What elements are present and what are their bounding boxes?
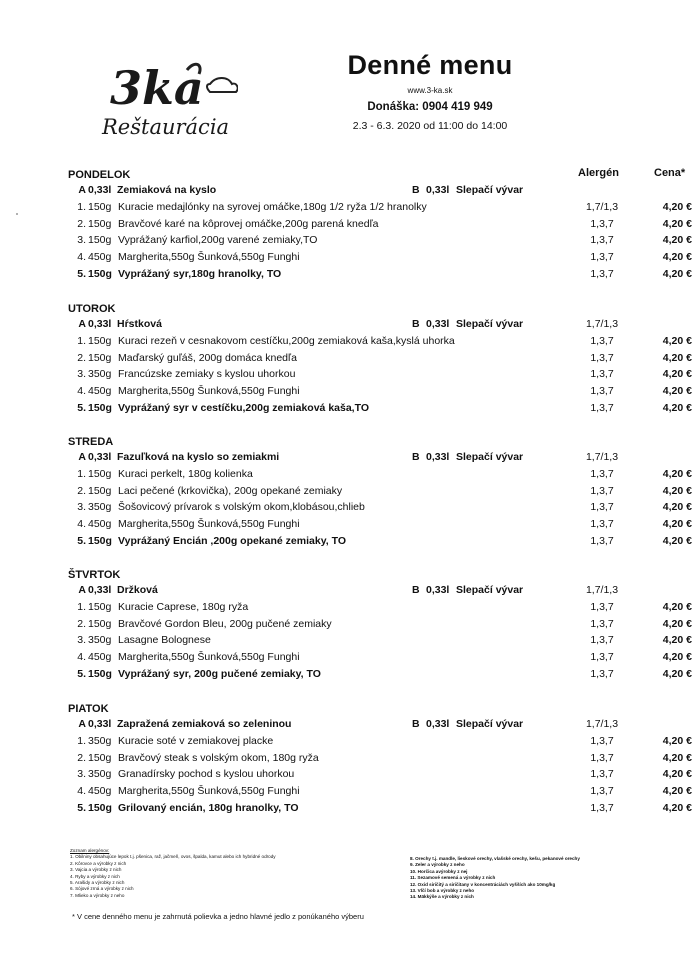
menu-item-row	[0, 768, 698, 784]
soup-row	[0, 718, 698, 734]
item-allergens: 1,3,7	[590, 785, 614, 798]
allergen-legend-item: 13. Vlčí bob a výrobky z neho	[410, 888, 475, 894]
item-allergens: 1,3,7	[590, 334, 614, 347]
soup-b-name: Slepačí vývar	[456, 718, 524, 730]
item-price: 4,20 €	[662, 501, 692, 514]
price-footnote: * V cene denného menu je zahrnutá polievka a jedno hlavné jedlo z ponúkaného výberu	[72, 912, 364, 921]
item-name: Grilovaný encián, 180g hranolky, TO	[118, 802, 299, 814]
soup-b-name: Slepačí vývar	[456, 584, 524, 596]
item-price: 4,20 €	[662, 651, 692, 664]
item-name: Kuracie Caprese, 180g ryža	[118, 600, 249, 613]
item-number: 4.	[77, 251, 86, 264]
menu-item-row	[0, 251, 698, 267]
menu-item-row	[0, 352, 698, 368]
item-allergens: 1,3,7	[590, 634, 614, 647]
menu-item-row	[0, 201, 698, 217]
item-number: 3.	[77, 234, 86, 247]
menu-item-row	[0, 335, 698, 351]
item-quantity: 350g	[88, 768, 112, 781]
soup-row	[0, 451, 698, 467]
item-price: 4,20 €	[662, 467, 692, 480]
allergen-legend-item: 11. Sezamové semená a výrobky z nich	[410, 875, 496, 881]
item-allergens: 1,3,7	[590, 385, 614, 398]
item-allergens: 1,3,7	[590, 501, 614, 514]
item-allergens: 1,3,7	[590, 467, 614, 480]
soup-b-label: B	[412, 718, 420, 730]
menu-item-row	[0, 535, 698, 551]
day-name: PIATOK	[68, 703, 109, 715]
soup-a-name: Fazuľková na kyslo so zemiakmi	[117, 451, 280, 463]
item-name: Šošovicový prívarok s volským okom,klobásou,chlieb	[118, 501, 365, 514]
soup-b-label: B	[412, 318, 420, 330]
item-price: 4,20 €	[662, 217, 692, 230]
item-quantity: 150g	[88, 668, 112, 680]
item-number: 4.	[77, 785, 86, 798]
item-quantity: 150g	[88, 334, 112, 347]
allergen-legend-item: 10. Horčica avýrobky z nej	[410, 868, 468, 874]
item-name: Margherita,550g Šunková,550g Funghi	[118, 651, 300, 664]
item-price: 4,20 €	[662, 734, 692, 747]
soup-a-label: A	[78, 184, 86, 196]
menu-item-row	[0, 785, 698, 801]
soup-b-qty: 0,33l	[426, 184, 450, 196]
soup-allergens: 1,7/1,3	[585, 718, 619, 730]
item-number: 2.	[77, 751, 86, 764]
item-quantity: 350g	[88, 368, 112, 381]
item-price: 4,20 €	[662, 634, 692, 647]
price-column-header: Cena*	[654, 167, 686, 179]
item-allergens: 1,3,7	[590, 751, 614, 764]
item-price: 4,20 €	[662, 484, 692, 497]
item-quantity: 350g	[88, 734, 112, 747]
item-allergens: 1,3,7	[590, 651, 614, 664]
item-price: 4,20 €	[662, 351, 692, 364]
menu-item-row	[0, 468, 698, 484]
soup-a-qty: 0,33l	[88, 718, 112, 730]
menu-item-row	[0, 268, 698, 284]
allergen-legend-item: 9. Zeler a výrobky z neho	[410, 862, 465, 868]
item-number: 1.	[77, 600, 86, 613]
item-name: Margherita,550g Šunková,550g Funghi	[118, 785, 300, 798]
item-quantity: 350g	[88, 501, 112, 514]
item-allergens: 1,3,7	[590, 600, 614, 613]
item-number: 5.	[77, 668, 86, 680]
item-number: 3.	[77, 768, 86, 781]
soup-a-label: A	[78, 451, 86, 463]
item-number: 4.	[77, 651, 86, 664]
item-quantity: 450g	[88, 385, 112, 398]
soup-a-name: Zapražená zemiaková so zeleninou	[117, 718, 292, 730]
item-number: 1.	[77, 734, 86, 747]
item-number: 2.	[77, 351, 86, 364]
soup-b-label: B	[412, 584, 420, 596]
allergen-legend-item: 14. Mäkkýše a výrobky z nich	[410, 894, 474, 900]
soup-b-name: Slepačí vývar	[456, 184, 524, 196]
item-price: 4,20 €	[662, 200, 692, 213]
soup-allergens: 1,7/1,3	[585, 584, 619, 596]
menu-item-row	[0, 634, 698, 650]
menu-dates: 2.3 - 6.3. 2020 od 11:00 do 14:00	[352, 120, 508, 132]
soup-b-qty: 0,33l	[426, 584, 450, 596]
item-number: 3.	[77, 634, 86, 647]
soup-b-name: Slepačí vývar	[456, 318, 524, 330]
website-link[interactable]: www.3-ka.sk	[407, 86, 453, 95]
soup-a-name: Zemiaková na kyslo	[117, 184, 217, 196]
item-number: 2.	[77, 217, 86, 230]
day-name: STREDA	[68, 436, 114, 448]
allergen-legend-item: 8. Orechy t.j. mandle, lieskové orechy, vlašské orechy, kešu, pekanové orechy	[410, 856, 580, 861]
item-price: 4,20 €	[662, 617, 692, 630]
soup-a-qty: 0,33l	[88, 451, 112, 463]
menu-item-row	[0, 668, 698, 684]
item-price: 4,20 €	[662, 334, 692, 347]
item-name: Vyprážaný syr, 200g pučené zemiaky, TO	[118, 668, 321, 680]
item-quantity: 450g	[88, 651, 112, 664]
item-allergens: 1,3,7	[590, 217, 614, 230]
item-number: 5.	[77, 802, 86, 814]
item-number: 1.	[77, 467, 86, 480]
item-name: Kuraci perkelt, 180g kolienka	[118, 467, 253, 480]
soup-a-qty: 0,33l	[88, 584, 112, 596]
allergen-legend-item: 6. Sójové zrná a výrobky z nich	[70, 886, 134, 892]
item-name: Kuraci rezeň v cesnakovom cestíčku,200g zemiaková kaša,kyslá uhorka	[118, 334, 455, 347]
item-name: Bravčové karé na kôprovej omáčke,200g parená knedľa	[118, 217, 379, 230]
item-allergens: 1,3,7	[590, 484, 614, 497]
item-quantity: 450g	[88, 251, 112, 264]
item-name: Laci pečené (krkovička), 200g opekané zemiaky	[118, 484, 343, 497]
soup-b-qty: 0,33l	[426, 451, 450, 463]
menu-item-row	[0, 485, 698, 501]
soup-b-name: Slepačí vývar	[456, 451, 524, 463]
allergen-legend-item: 12. Oxid siričitý a siričitany v koncentráciách vyšších ako 10mg/kg	[410, 881, 556, 887]
menu-item-row	[0, 518, 698, 534]
item-quantity: 150g	[88, 217, 112, 230]
item-price: 4,20 €	[662, 268, 692, 280]
menu-item-row	[0, 735, 698, 751]
item-quantity: 150g	[88, 535, 112, 547]
allergen-legend-item: 2. Kôrovce a výrobky z nich	[70, 860, 127, 866]
item-name: Kuracie soté v zemiakovej placke	[118, 734, 274, 747]
item-price: 4,20 €	[662, 402, 692, 414]
menu-item-row	[0, 234, 698, 250]
soup-b-label: B	[412, 451, 420, 463]
item-quantity: 350g	[88, 634, 112, 647]
menu-item-row	[0, 618, 698, 634]
item-allergens: 1,3,7	[590, 535, 614, 547]
item-allergens: 1,3,7	[590, 617, 614, 630]
day-name: ŠTVRTOK	[68, 569, 121, 581]
allergen-legend-item: 4. Ryby a výrobky z nich	[70, 873, 120, 879]
menu-item-row	[0, 385, 698, 401]
soup-allergens: 1,7/1,3	[585, 451, 619, 463]
soup-row	[0, 584, 698, 600]
item-quantity: 450g	[88, 518, 112, 531]
day-name: PONDELOK	[68, 169, 131, 181]
item-number: 4.	[77, 518, 86, 531]
item-allergens: 1,3,7	[590, 668, 614, 680]
item-name: Bravčový steak s volským okom, 180g ryža	[118, 751, 319, 764]
soup-allergens: 1,7/1,3	[585, 318, 619, 330]
allergen-legend-item: 7. Mlieko a výrobky z neho	[70, 892, 125, 898]
item-name: Vyprážaný syr v cestíčku,200g zemiaková kaša,TO	[118, 402, 369, 414]
allergen-legend-item: 5. Arašidy a výrobky z nich	[70, 880, 125, 886]
item-quantity: 150g	[88, 351, 112, 364]
item-price: 4,20 €	[662, 785, 692, 798]
item-name: Vyprážaný karfiol,200g varené zemiaky,TO	[118, 234, 318, 247]
soup-b-label: B	[412, 184, 420, 196]
item-number: 1.	[77, 334, 86, 347]
item-allergens: 1,3,7	[590, 234, 614, 247]
soup-row	[0, 184, 698, 200]
allergen-legend-item: 3. Vajcia a výrobky z nich	[70, 867, 122, 873]
item-number: 1.	[77, 200, 86, 213]
item-allergens: 1,3,7	[590, 768, 614, 781]
item-quantity: 150g	[88, 234, 112, 247]
soup-row	[0, 318, 698, 334]
chef-hat-icon	[207, 78, 238, 92]
item-quantity: 150g	[88, 802, 112, 814]
item-name: Vyprážaný Encián ,200g opekané zemiaky, TO	[118, 535, 346, 547]
item-name: Margherita,550g Šunková,550g Funghi	[118, 518, 300, 531]
item-price: 4,20 €	[662, 768, 692, 781]
item-allergens: 1,3,7	[590, 734, 614, 747]
menu-item-row	[0, 601, 698, 617]
item-name: Margherita,550g Šunková,550g Funghi	[118, 385, 300, 398]
item-quantity: 150g	[88, 467, 112, 480]
soup-a-label: A	[78, 718, 86, 730]
item-name: Vyprážaný syr,180g hranolky, TO	[118, 268, 282, 280]
item-quantity: 150g	[88, 751, 112, 764]
item-quantity: 150g	[88, 200, 112, 213]
menu-item-row	[0, 752, 698, 768]
item-price: 4,20 €	[662, 600, 692, 613]
item-allergens: 1,7/1,3	[585, 200, 619, 213]
allergen-legend-left	[70, 848, 370, 899]
soup-a-label: A	[78, 318, 86, 330]
item-price: 4,20 €	[662, 251, 692, 264]
item-number: 4.	[77, 385, 86, 398]
logo-wordmark: Reštaurácia	[102, 115, 230, 139]
item-number: 2.	[77, 484, 86, 497]
allergen-column-header: Alergén	[578, 167, 619, 179]
item-allergens: 1,3,7	[590, 251, 614, 264]
menu-item-row	[0, 651, 698, 667]
allergen-legend-right	[410, 856, 650, 901]
soup-a-name: Držková	[117, 584, 158, 596]
item-number: 5.	[77, 402, 86, 414]
item-price: 4,20 €	[662, 751, 692, 764]
item-price: 4,20 €	[662, 518, 692, 531]
item-price: 4,20 €	[662, 668, 692, 680]
item-name: Lasagne Bolognese	[118, 634, 211, 647]
item-allergens: 1,3,7	[590, 368, 614, 381]
item-quantity: 450g	[88, 785, 112, 798]
menu-item-row	[0, 218, 698, 234]
item-number: 2.	[77, 617, 86, 630]
soup-b-qty: 0,33l	[426, 318, 450, 330]
soup-a-label: A	[78, 584, 86, 596]
item-name: Francúzske zemiaky s kyslou uhorkou	[118, 368, 296, 381]
soup-a-qty: 0,33l	[88, 184, 112, 196]
soup-a-qty: 0,33l	[88, 318, 112, 330]
item-price: 4,20 €	[662, 802, 692, 814]
item-price: 4,20 €	[662, 368, 692, 381]
item-quantity: 150g	[88, 402, 112, 414]
soup-b-qty: 0,33l	[426, 718, 450, 730]
item-name: Granadírsky pochod s kyslou uhorkou	[118, 768, 295, 781]
item-price: 4,20 €	[662, 385, 692, 398]
item-name: Margherita,550g Šunková,550g Funghi	[118, 251, 300, 264]
page-title: Denné menu	[347, 50, 513, 80]
item-name: Maďarský guľáš, 200g domáca knedľa	[118, 351, 297, 364]
item-quantity: 150g	[88, 617, 112, 630]
item-allergens: 1,3,7	[590, 351, 614, 364]
allergen-legend-item: 1. Obilniny obsahujúce lepok t.j. pšenica, raž, jačmeň, ovos, špalda, kamut alebo ich hybridné odrody	[70, 854, 276, 860]
item-quantity: 150g	[88, 600, 112, 613]
item-allergens: 1,3,7	[590, 268, 614, 280]
item-name: Bravčové Gordon Bleu, 200g pučené zemiaky	[118, 617, 332, 630]
item-number: 3.	[77, 501, 86, 514]
item-allergens: 1,3,7	[590, 402, 614, 414]
logo-mark: 3ka	[110, 61, 204, 115]
item-quantity: 150g	[88, 484, 112, 497]
allergen-legend-title: Zoznam alergénov:	[70, 848, 110, 853]
item-price: 4,20 €	[662, 535, 692, 547]
day-name: UTOROK	[68, 303, 116, 315]
menu-item-row	[0, 802, 698, 818]
item-number: 5.	[77, 268, 86, 280]
item-number: 3.	[77, 368, 86, 381]
menu-item-row	[0, 368, 698, 384]
item-allergens: 1,3,7	[590, 518, 614, 531]
menu-item-row	[0, 501, 698, 517]
delivery-phone: Donáška: 0904 419 949	[367, 101, 493, 113]
menu-item-row	[0, 402, 698, 418]
item-quantity: 150g	[88, 268, 112, 280]
item-allergens: 1,3,7	[590, 802, 614, 814]
soup-a-name: Hŕstková	[117, 318, 162, 330]
item-name: Kuracie medajlónky na syrovej omáčke,180g 1/2 ryža 1/2 hranolky	[118, 200, 427, 213]
item-number: 5.	[77, 535, 86, 547]
item-price: 4,20 €	[662, 234, 692, 247]
restaurant-logo	[92, 56, 238, 142]
